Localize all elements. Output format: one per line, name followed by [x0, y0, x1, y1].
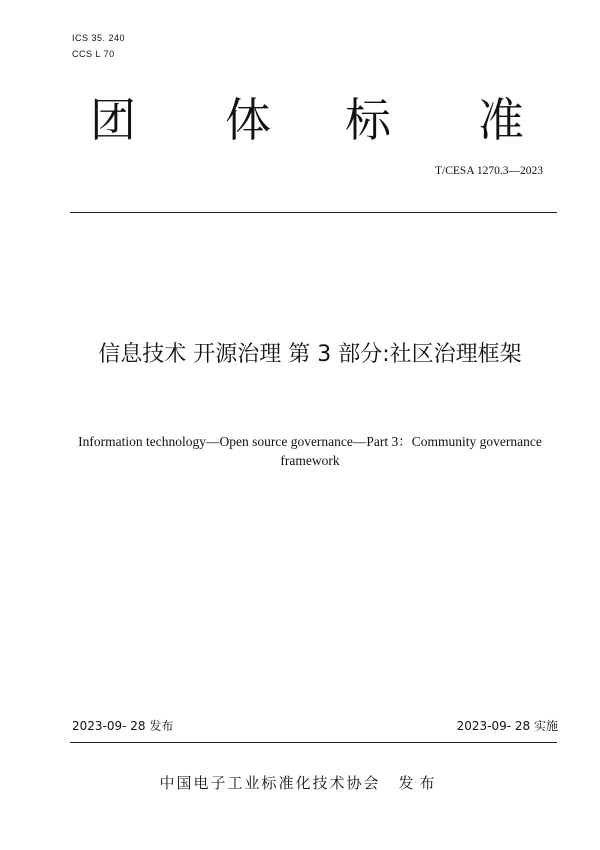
- publisher-line: [60, 772, 540, 794]
- implementation-date: 2023-09- 28 实施: [456, 719, 558, 733]
- bottom-divider: [70, 742, 557, 743]
- english-title: Information technology—Open source governance—Part 3：Community governance framework: [78, 434, 542, 468]
- ccs-code: CCS L 70: [72, 49, 115, 59]
- heading-char-2: 体: [225, 93, 271, 147]
- chinese-title: 信息技术 开源治理 第 3 部分:社区治理框架: [98, 342, 522, 367]
- publisher-action: 发布: [398, 774, 441, 792]
- publisher-name: 中国电子工业标准化技术协会: [159, 774, 381, 792]
- heading-char-4: 准: [478, 93, 524, 147]
- heading-char-1: 团: [90, 93, 136, 147]
- standard-number: T/CESA 1270.3—2023: [435, 165, 543, 177]
- standard-type-heading: [72, 88, 542, 152]
- ics-code: ICS 35. 240: [72, 33, 126, 43]
- issue-date: 2023-09- 28 发布: [72, 719, 174, 733]
- heading-char-3: 标: [345, 93, 391, 147]
- classification-codes: [72, 30, 125, 62]
- top-divider: [70, 212, 557, 213]
